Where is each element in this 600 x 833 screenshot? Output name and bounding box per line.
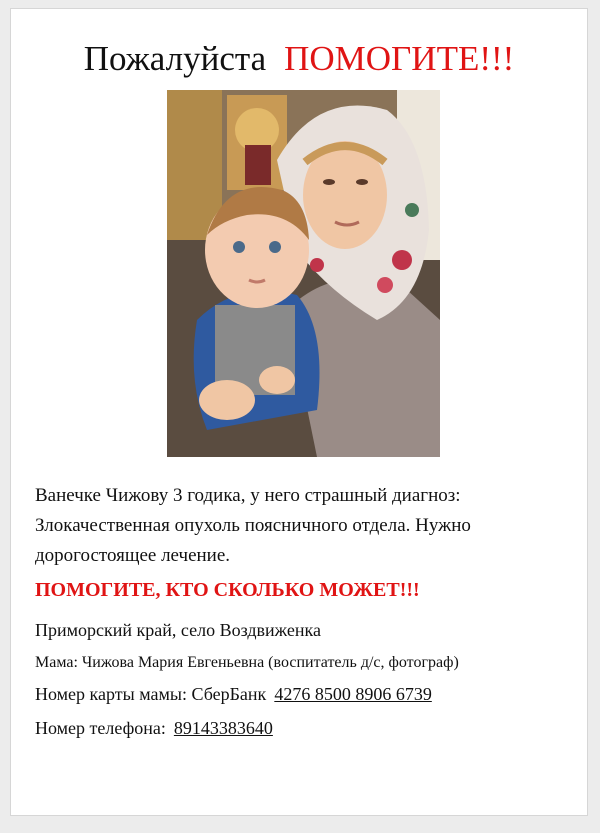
mother-and-child-photo <box>167 90 440 457</box>
flyer-page <box>10 8 588 816</box>
title-plain: Пожалуйста <box>83 39 267 78</box>
phone-line <box>35 715 273 741</box>
story-line-1: Ванечке Чижову 3 годика, у него страшный диагноз: <box>35 485 461 506</box>
location-line: Приморский край, село Воздвиженка <box>35 620 321 640</box>
card-number-link[interactable]: 4276 8500 8906 6739 <box>274 684 432 704</box>
appeal-heading: ПОМОГИТЕ, КТО СКОЛЬКО МОЖЕТ!!! <box>35 579 420 601</box>
story-line-2: Злокачественная опухоль поясничного отдела. Нужно <box>35 515 471 536</box>
card-line <box>35 681 432 707</box>
page-title <box>11 37 587 81</box>
card-label: Номер карты мамы: СберБанк <box>35 684 267 704</box>
title-emphasis: ПОМОГИТЕ!!! <box>284 39 515 78</box>
story-line-3: дорогостоящее лечение. <box>35 545 231 566</box>
phone-label: Номер телефона: <box>35 718 166 738</box>
phone-number-link[interactable]: 89143383640 <box>173 718 273 738</box>
mother-line: Мама: Чижова Мария Евгеньевна (воспитатель д/с, фотограф) <box>35 654 459 671</box>
story-paragraph <box>35 481 575 571</box>
photo-illustration <box>167 90 440 457</box>
